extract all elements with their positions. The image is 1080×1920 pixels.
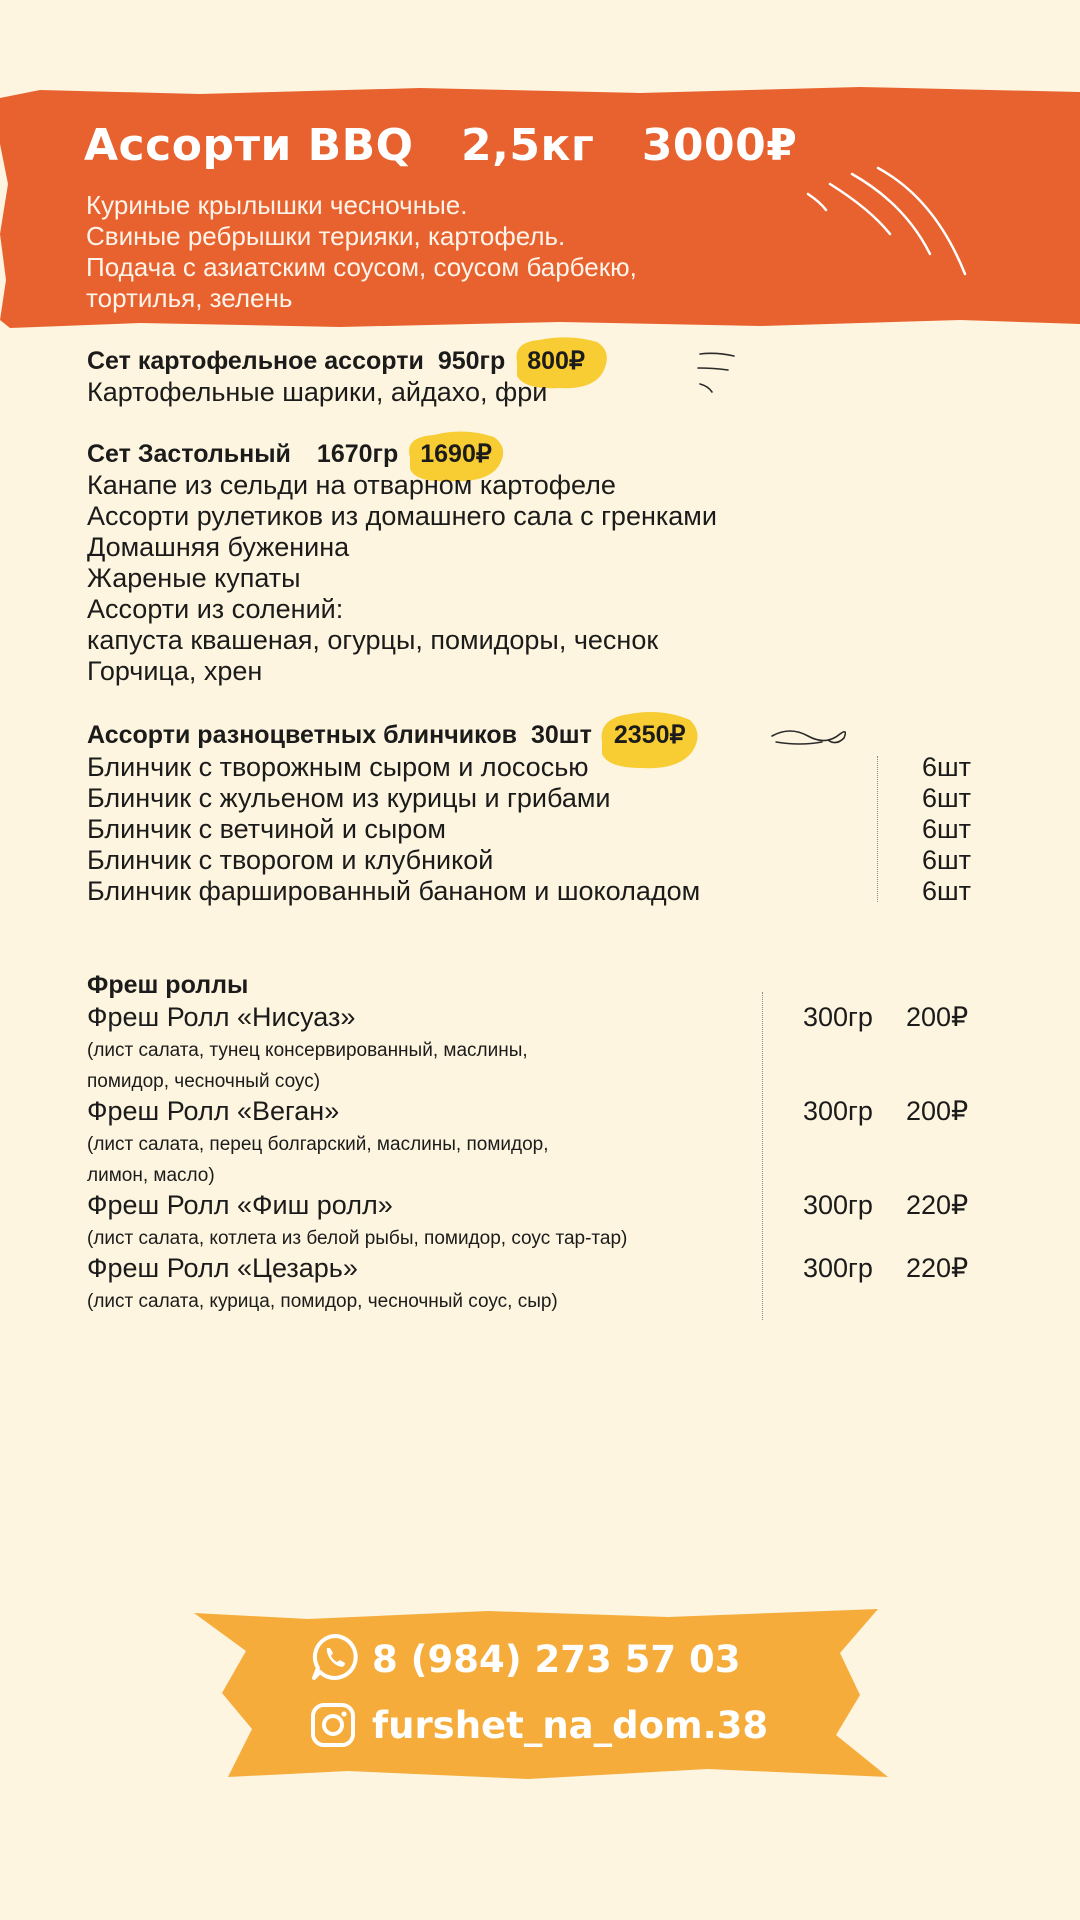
feast-set-line: Жареные купаты xyxy=(87,563,301,593)
roll-desc: помидор, чесночный соус) xyxy=(87,1071,321,1092)
pancake-qty: 6шт xyxy=(921,876,971,906)
roll-weight: 300гр xyxy=(803,1190,873,1220)
pancakes-price: 2350₽ xyxy=(613,721,686,749)
roll-desc: (лист салата, перец болгарский, маслины, помидор, xyxy=(87,1134,549,1155)
header-name: Ассорти BBQ xyxy=(84,120,414,171)
contact-ribbon xyxy=(188,1605,888,1785)
feast-set-line: Ассорти рулетиков из домашнего сала с гренками xyxy=(87,501,717,531)
roll-weight: 300гр xyxy=(803,1253,873,1283)
pancakes-name: Ассорти разноцветных блинчиков xyxy=(87,721,517,749)
header-line: Куриные крылышки чесночные. xyxy=(86,190,468,220)
pancakes-title xyxy=(87,720,695,751)
header-line: Подача с азиатским соусом, соусом барбекю, xyxy=(86,252,637,282)
roll-price: 200₽ xyxy=(906,1096,969,1126)
potato-set-name: Сет картофельное ассорти xyxy=(87,347,424,375)
roll-desc: (лист салата, котлета из белой рыбы, помидор, соус тар-тар) xyxy=(87,1228,628,1249)
pancake-item: Блинчик фаршированный бананом и шоколадом xyxy=(87,876,701,906)
phone-link[interactable]: 8 (984) 273 57 03 xyxy=(372,1638,741,1681)
fresh-rolls-divider xyxy=(762,992,763,1320)
feast-set-name: Сет Застольный xyxy=(87,440,291,468)
potato-set-price-badge xyxy=(517,346,595,377)
pancake-item: Блинчик с ветчиной и сыром xyxy=(87,814,446,844)
header-line: Свиные ребрышки терияки, картофель. xyxy=(86,221,566,251)
feast-set-line: Домашняя буженина xyxy=(87,532,350,562)
pancake-qty: 6шт xyxy=(921,752,971,782)
header-line: тортилья, зелень xyxy=(86,283,293,313)
roll-price: 220₽ xyxy=(906,1253,969,1283)
decor-strokes-icon xyxy=(696,350,740,394)
header-weight: 2,5кг xyxy=(461,120,595,171)
roll-name: Фреш Ролл «Нисуаз» xyxy=(87,1002,356,1032)
pancake-qty: 6шт xyxy=(921,783,971,813)
potato-set-title xyxy=(87,346,595,377)
feast-set-line: Канапе из сельди на отварном картофеле xyxy=(87,470,616,500)
pancakes-count: 30шт xyxy=(530,721,592,749)
potato-set-weight: 950гр xyxy=(437,347,506,375)
instagram-link[interactable]: furshet_na_dom.38 xyxy=(372,1704,769,1747)
header-description xyxy=(86,190,637,314)
feast-set-line: капуста квашеная, огурцы, помидоры, чеснок xyxy=(87,625,659,655)
feast-set-line: Ассорти из солений: xyxy=(87,594,344,624)
roll-name: Фреш Ролл «Веган» xyxy=(87,1096,340,1126)
header-price: 3000₽ xyxy=(641,120,798,171)
roll-price: 220₽ xyxy=(906,1190,969,1220)
feast-set-weight: 1670гр xyxy=(316,440,399,468)
potato-set-price: 800₽ xyxy=(527,347,585,375)
pancake-qty: 6шт xyxy=(921,845,971,875)
feast-set-line: Горчица, хрен xyxy=(87,656,263,686)
fresh-rolls-title: Фреш роллы xyxy=(87,971,249,999)
roll-weight: 300гр xyxy=(803,1096,873,1126)
potato-set-line: Картофельные шарики, айдахо, фри xyxy=(87,377,548,407)
pancake-qty: 6шт xyxy=(921,814,971,844)
roll-desc: лимон, масло) xyxy=(87,1165,215,1186)
pancakes-price-badge xyxy=(604,720,696,751)
roll-name: Фреш Ролл «Цезарь» xyxy=(87,1253,358,1283)
pancakes-divider xyxy=(877,756,878,902)
feast-set-price: 1690₽ xyxy=(420,440,492,468)
roll-price: 200₽ xyxy=(906,1002,969,1032)
pancake-item: Блинчик с творогом и клубникой xyxy=(87,845,494,875)
pancake-item: Блинчик с жульеном из курицы и грибами xyxy=(87,783,611,813)
header-title xyxy=(84,120,797,171)
feast-set-title xyxy=(87,439,502,470)
roll-weight: 300гр xyxy=(803,1002,873,1032)
pancake-item: Блинчик с творожным сыром и лососью xyxy=(87,752,589,782)
feast-set-price-badge xyxy=(410,439,502,470)
roll-desc: (лист салата, тунец консервированный, маслины, xyxy=(87,1040,528,1061)
roll-desc: (лист салата, курица, помидор, чесночный соус, сыр) xyxy=(87,1291,558,1312)
roll-name: Фреш Ролл «Фиш ролл» xyxy=(87,1190,393,1220)
decor-swirl-icon xyxy=(770,722,850,752)
whatsapp-icon xyxy=(310,1632,360,1682)
instagram-icon xyxy=(310,1702,356,1748)
